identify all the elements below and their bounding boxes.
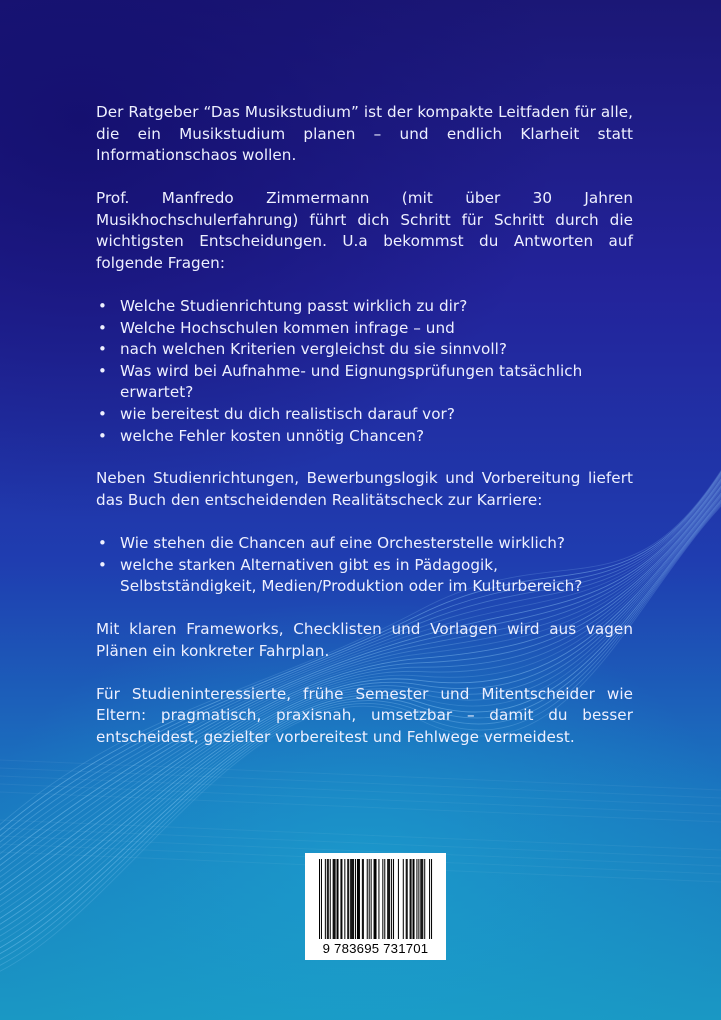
- isbn-barcode: [305, 853, 446, 960]
- barcode-bar: [411, 859, 412, 939]
- frameworks-paragraph: Mit klaren Frameworks, Checklisten und Vorlagen wird aus vagen Plänen ein konkreter Fahrplan.: [96, 620, 633, 660]
- barcode-bar: [416, 859, 417, 939]
- question-item: • wie bereitest du dich realistisch darauf vor?: [120, 404, 633, 426]
- barcode-bar: [407, 859, 408, 939]
- audience-paragraph: Für Studieninteressierte, frühe Semester und Mitentscheider wie Eltern: pragmatisch, praxisnah, umsetzbar – damit du besser entscheidest, gezielter vorbereitest und Fehlwege vermeidest.: [96, 684, 633, 746]
- question-item: • welche Fehler kosten unnötig Chancen?: [120, 426, 633, 448]
- question-item: • Welche Hochschulen kommen infrage – und: [120, 318, 633, 340]
- barcode-bar: [347, 859, 348, 939]
- barcode-bar: [369, 859, 370, 939]
- barcode-bar: [403, 859, 404, 939]
- barcode-bar: [335, 859, 336, 939]
- barcode-bar: [413, 859, 414, 939]
- barcode-bar: [362, 859, 363, 939]
- staff-line: [0, 820, 721, 850]
- barcode-bar: [391, 859, 392, 939]
- barcode-bar: [334, 859, 335, 939]
- staff-line: [0, 768, 721, 798]
- barcode-bar: [418, 859, 419, 939]
- barcode-bar: [374, 859, 375, 939]
- barcode-bar: [429, 859, 430, 939]
- barcode-bar: [344, 859, 345, 939]
- barcode-bar: [367, 859, 368, 939]
- barcode-bar: [321, 859, 322, 939]
- barcode-bar: [319, 859, 320, 939]
- question-list: [96, 296, 633, 447]
- isbn-number: 9 783695 731701: [322, 941, 429, 956]
- career-question-item: • welche starken Alternativen gibt es in Pädagogik, Selbstständigkeit, Medien/Produktion oder im Kulturbereich?: [120, 555, 633, 598]
- barcode-bar: [327, 859, 328, 939]
- career-question-item: • Wie stehen die Chancen auf eine Orchesterstelle wirklich?: [120, 533, 633, 555]
- barcode-bar: [422, 859, 423, 939]
- barcode-bar: [338, 859, 339, 939]
- barcode-bar: [389, 859, 390, 939]
- barcode-bar: [393, 859, 394, 939]
- barcode-bar: [413, 859, 414, 939]
- barcode-bar: [410, 859, 411, 939]
- career-question-list: [96, 533, 633, 598]
- barcode-bar: [382, 859, 383, 939]
- barcode-bar: [333, 859, 334, 939]
- barcode-bar: [424, 859, 425, 939]
- staff-line: [0, 792, 721, 822]
- barcode-bar: [388, 859, 389, 939]
- author-paragraph: Prof. Manfredo Zimmermann (mit über 30 Jahren Musikhochschulerfahrung) führt dich Schritt für Schritt durch die wichtigsten Entscheidungen. U.a bekommst du Antworten auf folgende Fragen:: [96, 189, 633, 272]
- question-item: • Welche Studienrichtung passt wirklich zu dir?: [120, 296, 633, 318]
- barcode-bar: [384, 859, 385, 939]
- barcode-bar: [420, 859, 421, 939]
- barcode-bar: [359, 859, 360, 939]
- question-item: • Was wird bei Aufnahme- und Eignungsprüfungen tatsächlich erwartet?: [120, 361, 633, 404]
- barcode-bar: [337, 859, 338, 939]
- barcode-bar: [363, 859, 364, 939]
- barcode-bar: [328, 859, 329, 939]
- blurb-text: [96, 102, 633, 770]
- staff-line: [0, 776, 721, 806]
- barcode-bar: [353, 859, 354, 939]
- barcode-bar: [421, 859, 422, 939]
- barcode-bar: [340, 859, 341, 939]
- barcode-bar: [325, 859, 326, 939]
- barcode-bar: [371, 859, 372, 939]
- career-intro-paragraph: Neben Studienrichtungen, Bewerbungslogik und Vorbereitung liefert das Buch den entscheidenden Realitätscheck zur Karriere:: [96, 469, 633, 510]
- barcode-bar: [387, 859, 388, 939]
- barcode-bar: [350, 859, 351, 939]
- barcode-bar: [398, 859, 399, 939]
- barcode-bar: [358, 859, 359, 939]
- barcode-bar: [341, 859, 342, 939]
- question-item: • nach welchen Kriterien vergleichst du sie sinnvoll?: [120, 339, 633, 361]
- intro-paragraph: Der Ratgeber “Das Musikstudium” ist der kompakte Leitfaden für alle, die ein Musikstudium planen – und endlich Klarheit statt Informationschaos wollen.: [96, 103, 633, 165]
- barcode-bar: [378, 859, 379, 939]
- barcode-bar: [355, 859, 356, 939]
- barcode-bar: [431, 859, 432, 939]
- barcode-bar: [376, 859, 377, 939]
- barcode-bar: [352, 859, 353, 939]
- barcode-bar: [348, 859, 349, 939]
- barcode-bar: [375, 859, 376, 939]
- barcode-bar: [351, 859, 352, 939]
- barcode-bar: [330, 859, 331, 939]
- barcode-bar: [357, 859, 358, 939]
- barcode-bar: [406, 859, 407, 939]
